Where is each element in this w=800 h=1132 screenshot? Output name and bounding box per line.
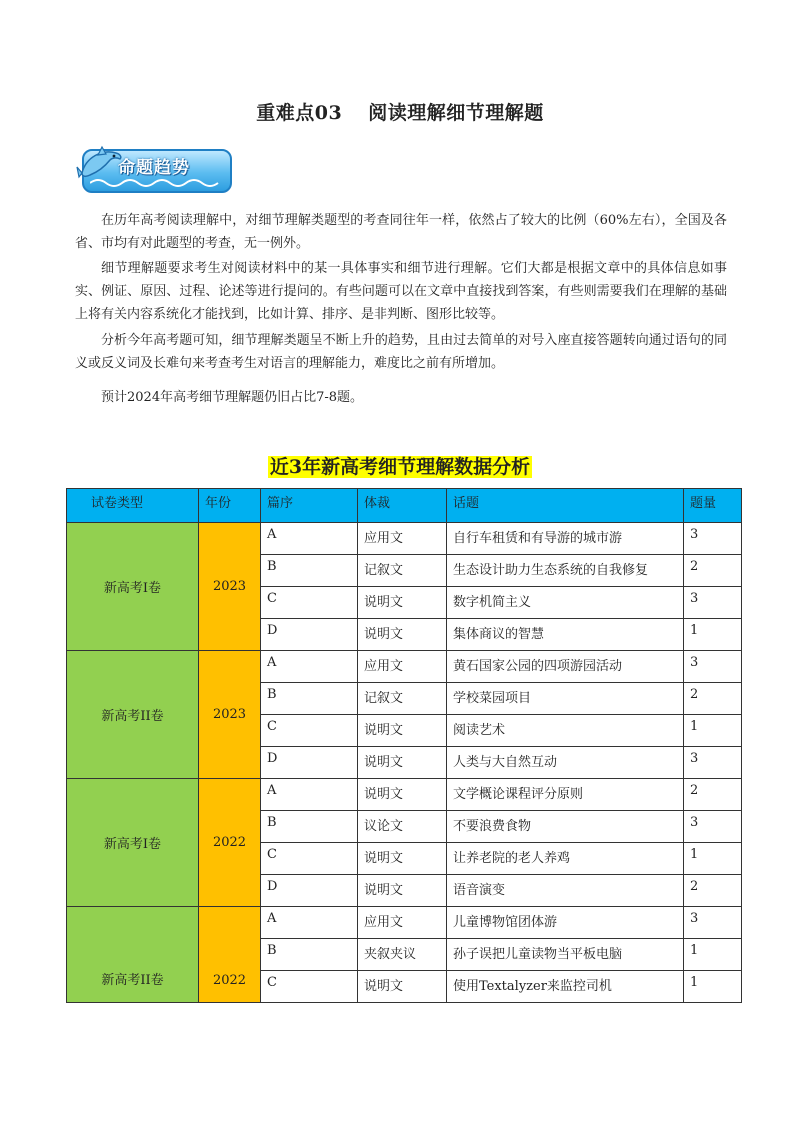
seq-cell: C [261,971,358,1003]
topic-cell: 儿童博物馆团体游 [447,907,684,939]
exam-type-cell: 新高考I卷 [67,779,199,907]
header-topic: 话题 [447,489,684,523]
genre-cell: 说明文 [358,587,447,619]
genre-cell: 记叙文 [358,683,447,715]
seq-cell: A [261,651,358,683]
topic-cell: 黄石国家公园的四项游园活动 [447,651,684,683]
data-table [66,488,742,1003]
seq-cell: C [261,587,358,619]
genre-cell: 说明文 [358,843,447,875]
topic-cell: 学校菜园项目 [447,683,684,715]
genre-cell: 夹叙夹议 [358,939,447,971]
genre-cell: 说明文 [358,619,447,651]
seq-cell: D [261,875,358,907]
genre-cell: 说明文 [358,779,447,811]
seq-cell: C [261,715,358,747]
count-cell: 1 [684,843,742,875]
genre-cell: 说明文 [358,971,447,1003]
count-cell: 3 [684,747,742,779]
seq-cell: D [261,619,358,651]
paragraph-3: 分析今年高考题可知，细节理解类题呈不断上升的趋势，且由过去简单的对号入座直接答题转向通过语句的同义或反义词及长难句来考查考生对语言的理解能力，难度比之前有所增加。 [75,333,727,371]
count-cell: 3 [684,811,742,843]
header-exam: 试卷类型 [67,489,199,523]
seq-cell: A [261,907,358,939]
count-cell: 3 [684,523,742,555]
table-title [0,452,800,479]
header-count: 题量 [684,489,742,523]
genre-cell: 议论文 [358,811,447,843]
topic-cell: 数字机简主义 [447,587,684,619]
page-title [0,98,800,125]
header-genre: 体裁 [358,489,447,523]
title-part2: 阅读理解细节理解题 [368,102,544,124]
topic-cell: 生态设计助力生态系统的自我修复 [447,555,684,587]
count-cell: 3 [684,907,742,939]
count-cell: 3 [684,587,742,619]
table-row [67,779,742,811]
table-title-text: 近3年新高考细节理解数据分析 [269,456,531,478]
year-cell: 2022 [199,907,261,1003]
topic-cell: 阅读艺术 [447,715,684,747]
year-cell: 2022 [199,779,261,907]
topic-cell: 让养老院的老人养鸡 [447,843,684,875]
count-cell: 3 [684,651,742,683]
paragraph-4: 预计2024年高考细节理解题仍旧占比7-8题。 [101,390,364,405]
seq-cell: C [261,843,358,875]
count-cell: 1 [684,971,742,1003]
year-cell: 2023 [199,523,261,651]
exam-type-cell: 新高考II卷 [67,651,199,779]
count-cell: 2 [684,555,742,587]
genre-cell: 应用文 [358,651,447,683]
exam-type-cell: 新高考II卷 [67,907,199,1003]
section-badge [76,143,236,199]
seq-cell: B [261,811,358,843]
genre-cell: 记叙文 [358,555,447,587]
header-seq: 篇序 [261,489,358,523]
topic-cell: 文学概论课程评分原则 [447,779,684,811]
genre-cell: 应用文 [358,907,447,939]
count-cell: 2 [684,683,742,715]
topic-cell: 人类与大自然互动 [447,747,684,779]
count-cell: 1 [684,939,742,971]
genre-cell: 说明文 [358,747,447,779]
topic-cell: 自行车租赁和有导游的城市游 [447,523,684,555]
topic-cell: 不要浪费食物 [447,811,684,843]
seq-cell: B [261,683,358,715]
count-cell: 2 [684,779,742,811]
seq-cell: B [261,939,358,971]
table-row [67,523,742,555]
header-year: 年份 [199,489,261,523]
count-cell: 1 [684,715,742,747]
count-cell: 2 [684,875,742,907]
topic-cell: 孙子误把儿童读物当平板电脑 [447,939,684,971]
count-cell: 1 [684,619,742,651]
exam-type-cell: 新高考I卷 [67,523,199,651]
seq-cell: A [261,523,358,555]
topic-cell: 使用Textalyzer来监控司机 [447,971,684,1003]
paragraph-2: 细节理解题要求考生对阅读材料中的某一具体事实和细节进行理解。它们大都是根据文章中的具体信息如事实、例证、原因、过程、论述等进行提问的。有些问题可以在文章中直接找到答案，有些则需要我们在理解的基础上将有关内容系统化才能找到，比如计算、排序、是非判断、图形比较等。 [75,261,727,322]
table-header-row [67,489,742,523]
seq-cell: A [261,779,358,811]
paragraph-1: 在历年高考阅读理解中，对细节理解类题型的考查同往年一样，依然占了较大的比例（60%左右），全国及各省、市均有对此题型的考查，无一例外。 [75,213,727,251]
genre-cell: 说明文 [358,715,447,747]
seq-cell: B [261,555,358,587]
title-part1: 重难点03 [256,102,343,124]
genre-cell: 应用文 [358,523,447,555]
table-row [67,907,742,939]
genre-cell: 说明文 [358,875,447,907]
year-cell: 2023 [199,651,261,779]
badge-label: 命题趋势 [118,158,190,178]
table-row [67,651,742,683]
topic-cell: 集体商议的智慧 [447,619,684,651]
topic-cell: 语音演变 [447,875,684,907]
seq-cell: D [261,747,358,779]
